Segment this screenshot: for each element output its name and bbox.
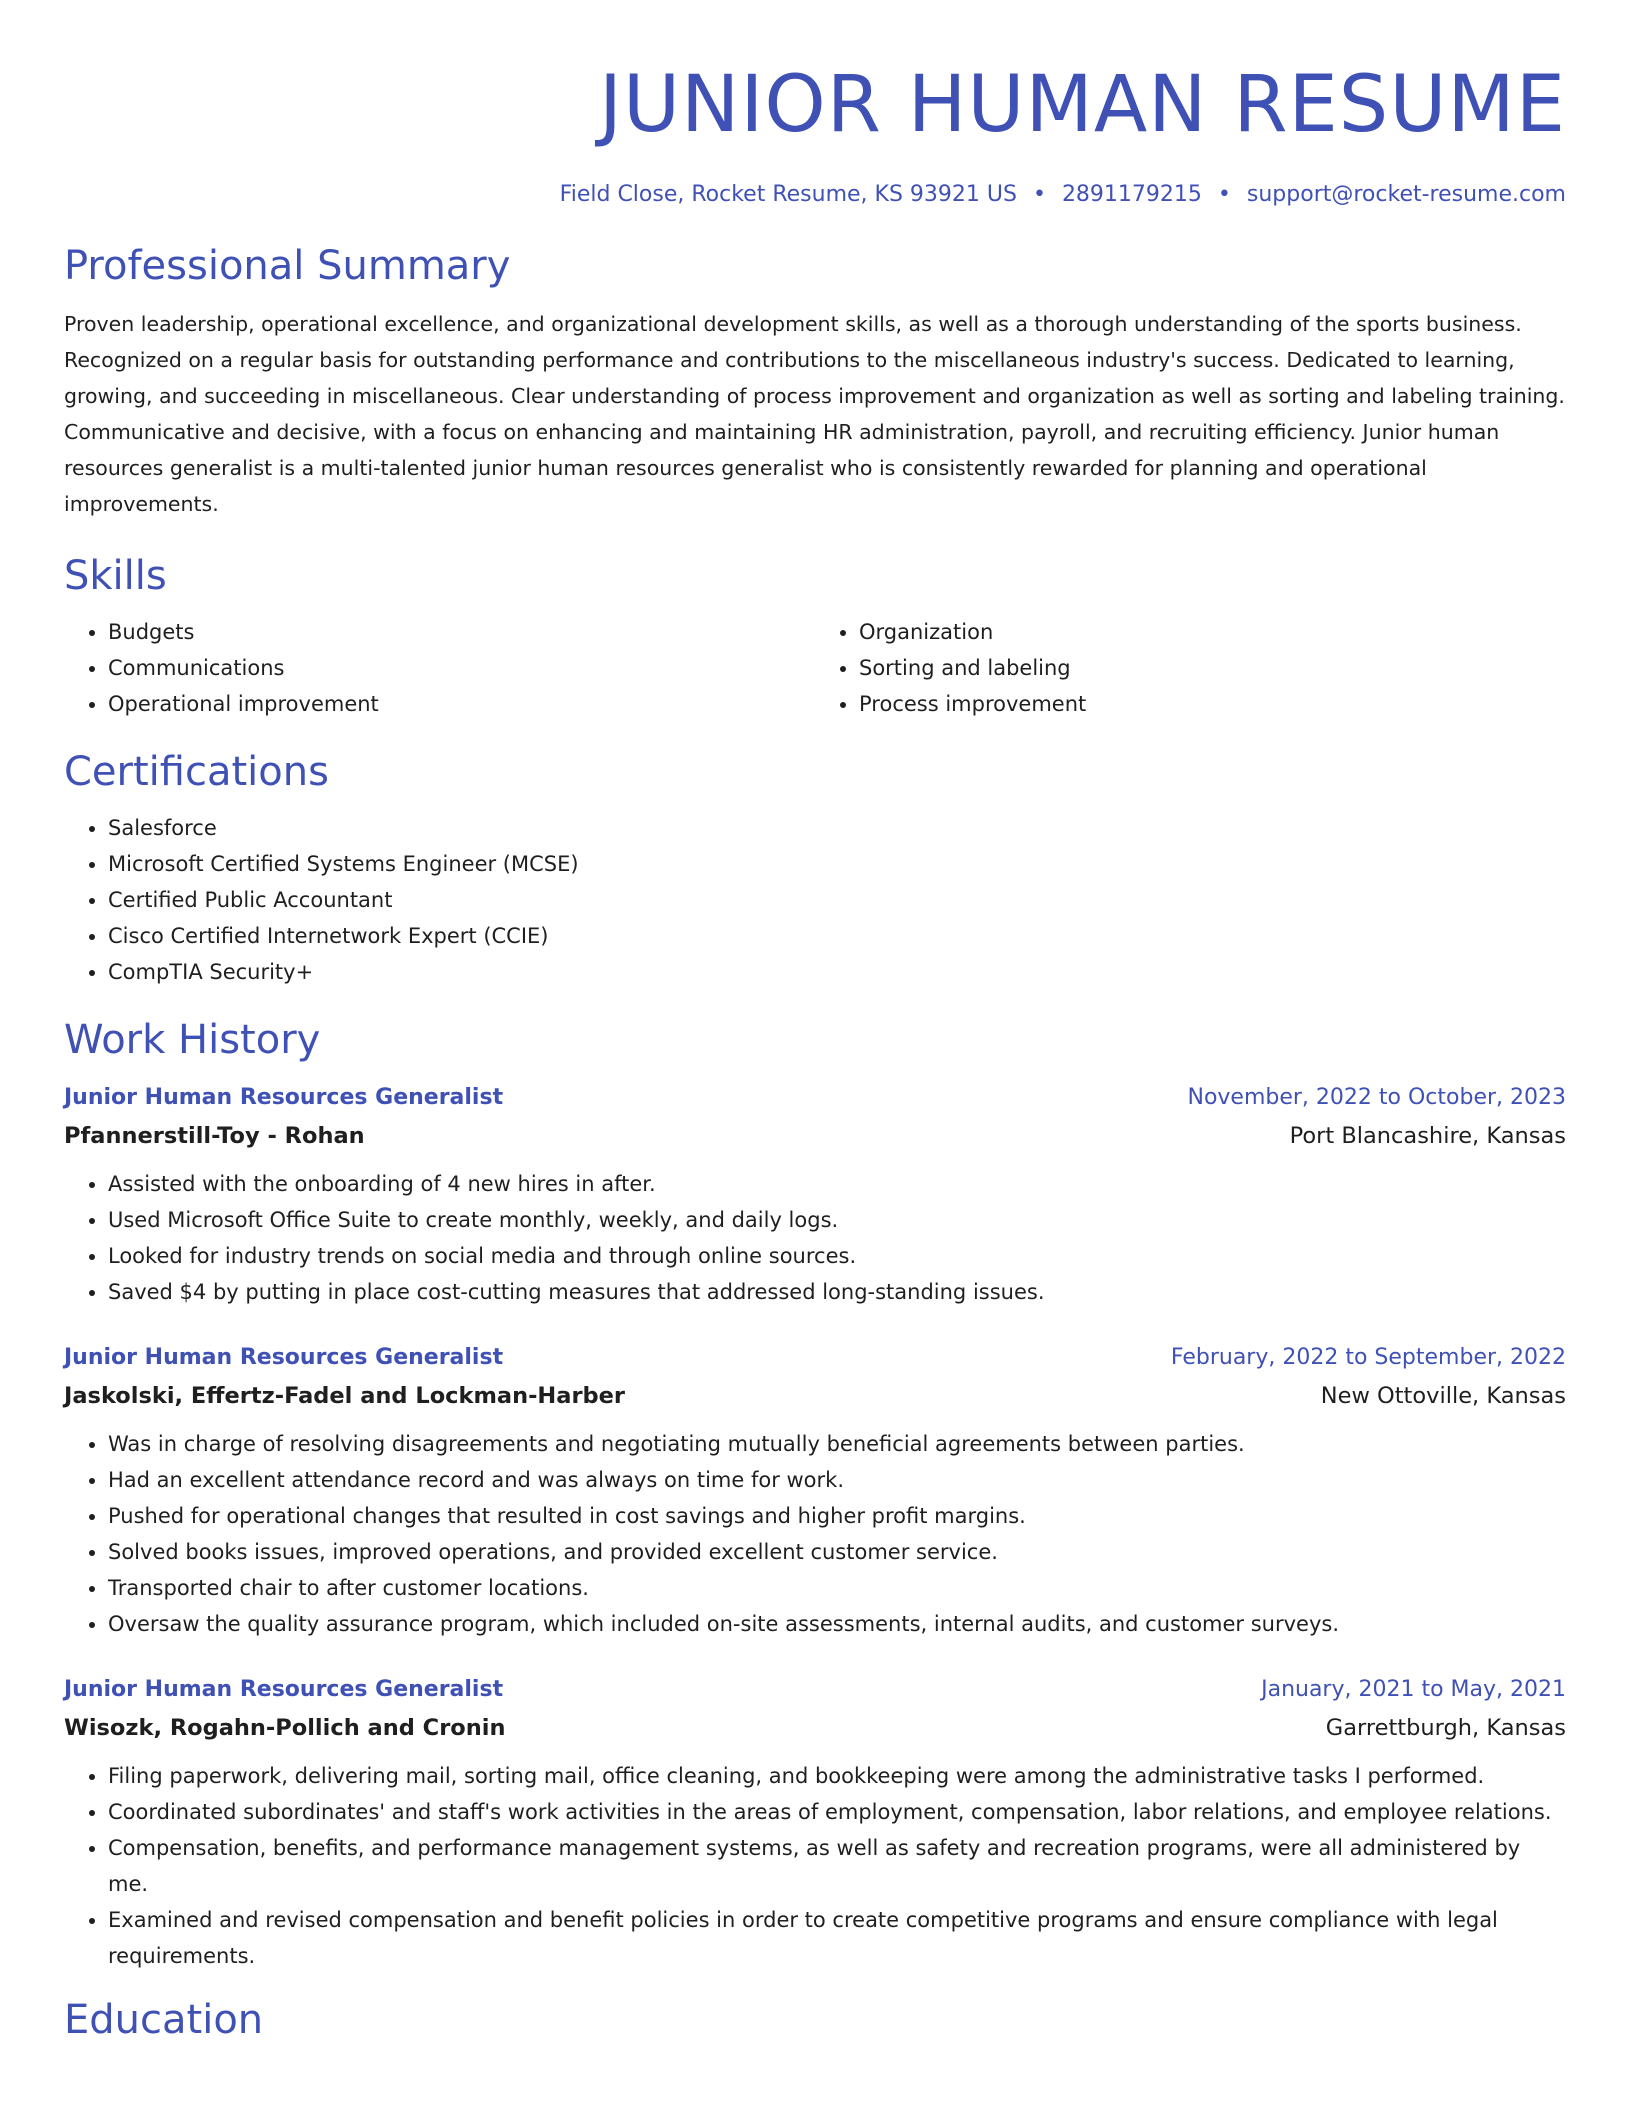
skill-item: • Operational improvement [108, 686, 815, 722]
job-header-row [64, 1080, 1566, 1116]
job-bullet: • Filing paperwork, delivering mail, sorting mail, office cleaning, and bookkeeping were among the administrative tasks I performed. [108, 1758, 1566, 1794]
certification-item: • Salesforce [108, 810, 1566, 846]
job-entry [64, 1340, 1566, 1642]
job-employer-row [64, 1708, 1566, 1748]
certification-item: • Certified Public Accountant [108, 882, 1566, 918]
contact-email: support@rocket-resume.com [1246, 182, 1566, 207]
contact-separator: • [1217, 182, 1231, 207]
job-entry [64, 1672, 1566, 1974]
job-employer-row [64, 1116, 1566, 1156]
skill-item: • Sorting and labeling [859, 650, 1566, 686]
job-title: Junior Human Resources Generalist [64, 1085, 504, 1110]
job-bullet: • Transported chair to after customer locations. [108, 1570, 1566, 1606]
job-bullet: • Solved books issues, improved operations, and provided excellent customer service. [108, 1534, 1566, 1570]
job-bullets [64, 1758, 1566, 1974]
section-title-education: Education [64, 1997, 264, 2043]
job-employer-row [64, 1376, 1566, 1416]
job-bullet: • Oversaw the quality assurance program, which included on-site assessments, internal audits, and customer surveys. [108, 1606, 1566, 1642]
contact-line [64, 180, 1566, 210]
summary-text: Proven leadership, operational excellence, and organizational development skills, as well as a thorough understanding of the sports business. Recognized on a regular basis for outstanding performance and contributions to the miscellaneous industry's success. Dedicated to learning, growing, and succeeding in miscellaneous. Clear understanding of process improvement and organization as well as sorting and labeling training. Communicative and decisive, with a focus on enhancing and maintaining HR administration, payroll, and recruiting efficiency. Junior human resources generalist is a multi-talented junior human resources generalist who is consistently rewarded for planning and operational improvements. [64, 312, 1565, 516]
job-bullet: • Used Microsoft Office Suite to create monthly, weekly, and daily logs. [108, 1202, 1566, 1238]
job-employer: Wisozk, Rogahn-Pollich and Cronin [64, 1715, 506, 1741]
job-bullet: • Coordinated subordinates' and staff's work activities in the areas of employment, compensation, labor relations, and employee relations. [108, 1794, 1566, 1830]
skill-item: • Organization [859, 614, 1566, 650]
job-employer: Pfannerstill-Toy - Rohan [64, 1123, 365, 1149]
section-title-certifications: Certifications [64, 749, 329, 795]
section-title-work-history: Work History [64, 1017, 321, 1063]
job-entry [64, 1080, 1566, 1310]
contact-address: Field Close, Rocket Resume, KS 93921 US [559, 182, 1017, 207]
job-bullet: • Looked for industry trends on social media and through online sources. [108, 1238, 1566, 1274]
resume-name: JUNIOR HUMAN RESUME [598, 60, 1566, 150]
section-title-summary: Professional Summary [64, 243, 511, 289]
skills-column-right [815, 614, 1566, 722]
job-location: New Ottoville, Kansas [1320, 1383, 1566, 1409]
job-dates: January, 2021 to May, 2021 [1261, 1677, 1566, 1702]
certification-item: • Cisco Certified Internetwork Expert (CCIE) [108, 918, 1566, 954]
job-bullet: • Saved $4 by putting in place cost-cutting measures that addressed long-standing issues. [108, 1274, 1566, 1310]
resume-page [64, 0, 1566, 2046]
job-bullet: • Examined and revised compensation and benefit policies in order to create competitive programs and ensure compliance with legal requirements. [108, 1902, 1566, 1974]
skill-item: • Budgets [108, 614, 815, 650]
skill-item: • Process improvement [859, 686, 1566, 722]
job-bullet: • Compensation, benefits, and performance management systems, as well as safety and recreation programs, were all administered by me. [108, 1830, 1566, 1902]
job-header-row [64, 1340, 1566, 1376]
skills-column-left [64, 614, 815, 722]
job-dates: November, 2022 to October, 2023 [1187, 1085, 1566, 1110]
job-location: Port Blancashire, Kansas [1289, 1123, 1566, 1149]
job-dates: February, 2022 to September, 2022 [1170, 1345, 1566, 1370]
job-bullet: • Assisted with the onboarding of 4 new hires in after. [108, 1166, 1566, 1202]
contact-separator: • [1032, 182, 1046, 207]
certifications-list [64, 810, 1566, 990]
job-title: Junior Human Resources Generalist [64, 1345, 504, 1370]
job-bullet: • Was in charge of resolving disagreements and negotiating mutually beneficial agreements between parties. [108, 1426, 1566, 1462]
job-bullet: • Pushed for operational changes that resulted in cost savings and higher profit margins. [108, 1498, 1566, 1534]
job-employer: Jaskolski, Effertz-Fadel and Lockman-Harber [64, 1383, 626, 1409]
job-title: Junior Human Resources Generalist [64, 1677, 504, 1702]
contact-phone: 2891179215 [1061, 182, 1202, 207]
skill-item: • Communications [108, 650, 815, 686]
job-bullets [64, 1426, 1566, 1642]
section-title-skills: Skills [64, 553, 167, 599]
job-bullet: • Had an excellent attendance record and was always on time for work. [108, 1462, 1566, 1498]
skills-list [64, 614, 1566, 722]
job-header-row [64, 1672, 1566, 1708]
job-location: Garrettburgh, Kansas [1325, 1715, 1566, 1741]
job-bullets [64, 1166, 1566, 1310]
certification-item: • Microsoft Certified Systems Engineer (MCSE) [108, 846, 1566, 882]
certification-item: • CompTIA Security+ [108, 954, 1566, 990]
